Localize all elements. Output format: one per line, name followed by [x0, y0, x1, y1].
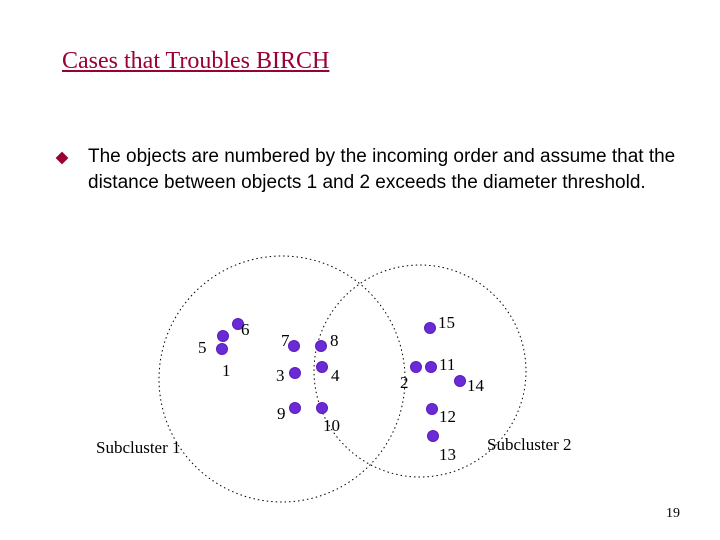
object-point-1 [217, 344, 228, 355]
object-point-4 [317, 362, 328, 373]
subcluster-2-label: Subcluster 2 [487, 435, 572, 454]
object-point-7 [289, 341, 300, 352]
object-point-10 [317, 403, 328, 414]
object-label-3: 3 [276, 366, 285, 385]
object-label-4: 4 [331, 366, 340, 385]
object-point-8 [316, 341, 327, 352]
object-label-13: 13 [439, 445, 456, 464]
object-label-6: 6 [241, 320, 250, 339]
object-label-9: 9 [277, 404, 286, 423]
object-label-12: 12 [439, 407, 456, 426]
object-label-7: 7 [281, 331, 290, 350]
object-point-2 [411, 362, 422, 373]
object-point-5 [218, 331, 229, 342]
object-point-3 [290, 368, 301, 379]
object-label-1: 1 [222, 361, 231, 380]
object-label-14: 14 [467, 376, 484, 395]
object-label-11: 11 [439, 355, 456, 374]
object-point-15 [425, 323, 436, 334]
object-label-2: 2 [400, 373, 409, 392]
object-point-14 [455, 376, 466, 387]
object-point-11 [426, 362, 437, 373]
object-label-15: 15 [438, 313, 455, 332]
object-point-13 [428, 431, 439, 442]
page-number: 19 [666, 506, 680, 521]
object-label-10: 10 [323, 416, 340, 435]
slide-title: Cases that Troubles BIRCH [62, 48, 330, 74]
object-point-9 [290, 403, 301, 414]
object-label-5: 5 [198, 338, 207, 357]
subcluster-1-label: Subcluster 1 [96, 438, 181, 457]
object-label-8: 8 [330, 331, 339, 350]
object-point-12 [427, 404, 438, 415]
bullet-text: The objects are numbered by the incoming order and assume that the distance between objects 1 and 2 exceeds the diameter threshold. [88, 146, 676, 193]
